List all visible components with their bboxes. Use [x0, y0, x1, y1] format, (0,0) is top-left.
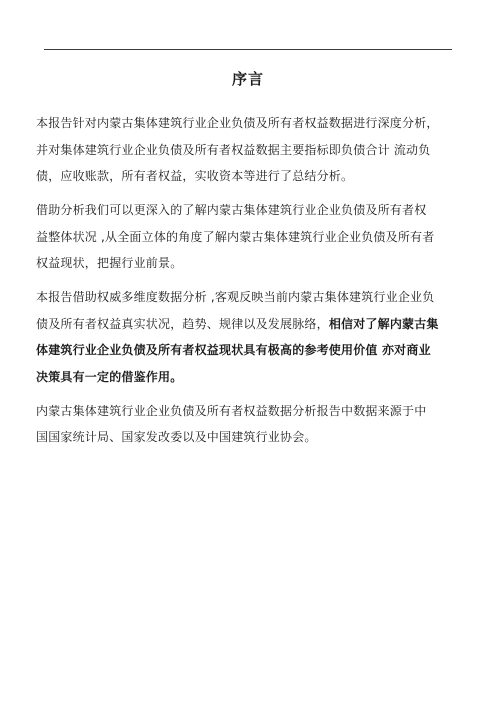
text-line: 债，应收账款，所有者权益，实收资本等进行了总结分析。 [36, 169, 354, 183]
text-line: 权益现状，把握行业前景。 [36, 256, 183, 270]
paragraph-2 [36, 197, 460, 277]
bold-emphasis: 相信对了解内蒙古集 [328, 316, 439, 331]
text-line: 并对集体建筑行业企业负债及所有者权益数据主要指标即负债合计 流动负 [36, 142, 431, 157]
text-line: 内蒙古集体建筑行业企业负债及所有者权益数据分析报告中数据来源于中 [36, 403, 427, 418]
page-title: 序言 [231, 70, 264, 88]
bold-text-line: 体建筑行业企业负债及所有者权益现状具有极高的参考使用价值 亦对商业 [36, 343, 431, 357]
text-line: 本报告借助权威多维度数据分析 ,客观反映当前内蒙古集体建筑行业企业负 [36, 290, 435, 304]
paragraph-4 [36, 398, 460, 451]
text-line: 本报告针对内蒙古集体建筑行业企业负债及所有者权益数据进行深度分析， [36, 116, 439, 130]
text-line: 借助分析我们可以更深入的了解内蒙古集体建筑行业企业负债及所有者权 [36, 203, 427, 217]
text-line: 国国家统计局、国家发改委以及中国建筑行业协会。 [36, 430, 317, 444]
preface-body [36, 110, 460, 458]
paragraph-1 [36, 110, 460, 190]
bold-text-line: 决策具有一定的借鉴作用。 [36, 369, 183, 384]
paragraph-3 [36, 284, 460, 390]
header-rule [44, 49, 452, 50]
text-line: 债及所有者权益真实状况，趋势、规律以及发展脉络，相信对了解内蒙古集 [36, 316, 439, 331]
text-line: 益整体状况 ,从全面立体的角度了解内蒙古集体建筑行业企业负债及所有者 [36, 229, 435, 244]
